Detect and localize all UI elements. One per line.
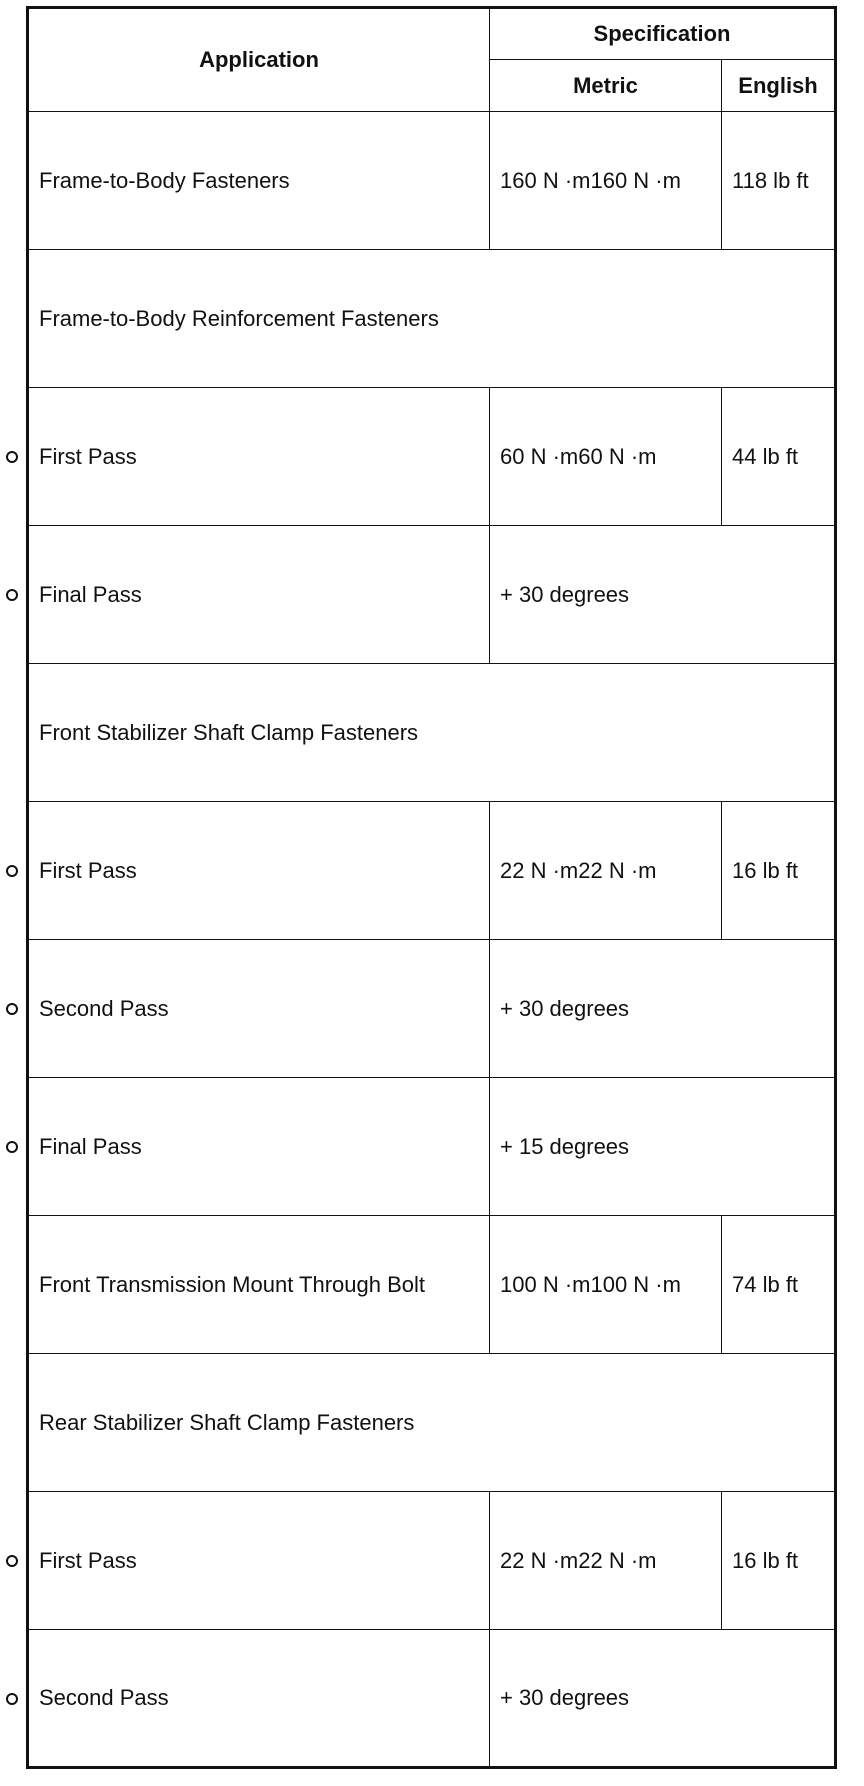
section-heading-cell: Front Stabilizer Shaft Clamp Fasteners	[28, 664, 836, 802]
table-row	[28, 526, 836, 664]
step-bullet-icon	[6, 1141, 18, 1153]
application-cell: First Pass	[28, 1492, 490, 1630]
step-bullet-icon	[6, 1555, 18, 1567]
table-row	[28, 940, 836, 1078]
table-row	[28, 250, 836, 388]
spec-cell: + 30 degrees	[490, 1630, 836, 1768]
application-cell: Frame-to-Body Fasteners	[28, 112, 490, 250]
metric-cell: 160 N ·m160 N ·m	[490, 112, 722, 250]
english-cell: 16 lb ft	[722, 802, 836, 940]
application-cell: Second Pass	[28, 1630, 490, 1768]
application-cell: First Pass	[28, 802, 490, 940]
table-row	[28, 1492, 836, 1630]
application-cell: Final Pass	[28, 1078, 490, 1216]
table-row	[28, 388, 836, 526]
spec-cell: + 15 degrees	[490, 1078, 836, 1216]
section-heading-cell: Rear Stabilizer Shaft Clamp Fasteners	[28, 1354, 836, 1492]
application-cell: Second Pass	[28, 940, 490, 1078]
metric-cell: 22 N ·m22 N ·m	[490, 802, 722, 940]
step-bullet-icon	[6, 1693, 18, 1705]
step-bullet-icon	[6, 451, 18, 463]
metric-cell: 22 N ·m22 N ·m	[490, 1492, 722, 1630]
step-bullet-icon	[6, 589, 18, 601]
table-row	[28, 1216, 836, 1354]
table-row	[28, 664, 836, 802]
spec-cell: + 30 degrees	[490, 526, 836, 664]
metric-cell: 60 N ·m60 N ·m	[490, 388, 722, 526]
table-row	[28, 112, 836, 250]
header-row-1	[28, 8, 836, 60]
application-cell: Front Transmission Mount Through Bolt	[28, 1216, 490, 1354]
application-header: Application	[28, 8, 490, 112]
specification-header: Specification	[490, 8, 836, 60]
english-cell: 118 lb ft	[722, 112, 836, 250]
english-header: English	[722, 60, 836, 112]
table-row	[28, 1078, 836, 1216]
application-cell: First Pass	[28, 388, 490, 526]
step-bullet-icon	[6, 865, 18, 877]
metric-header: Metric	[490, 60, 722, 112]
english-cell: 44 lb ft	[722, 388, 836, 526]
table-body	[28, 112, 836, 1768]
specification-table	[26, 6, 837, 1769]
section-heading-cell: Frame-to-Body Reinforcement Fasteners	[28, 250, 836, 388]
application-cell: Final Pass	[28, 526, 490, 664]
step-bullet-icon	[6, 1003, 18, 1015]
table-row	[28, 1354, 836, 1492]
spec-cell: + 30 degrees	[490, 940, 836, 1078]
metric-cell: 100 N ·m100 N ·m	[490, 1216, 722, 1354]
english-cell: 16 lb ft	[722, 1492, 836, 1630]
table-row	[28, 1630, 836, 1768]
english-cell: 74 lb ft	[722, 1216, 836, 1354]
table-row	[28, 802, 836, 940]
